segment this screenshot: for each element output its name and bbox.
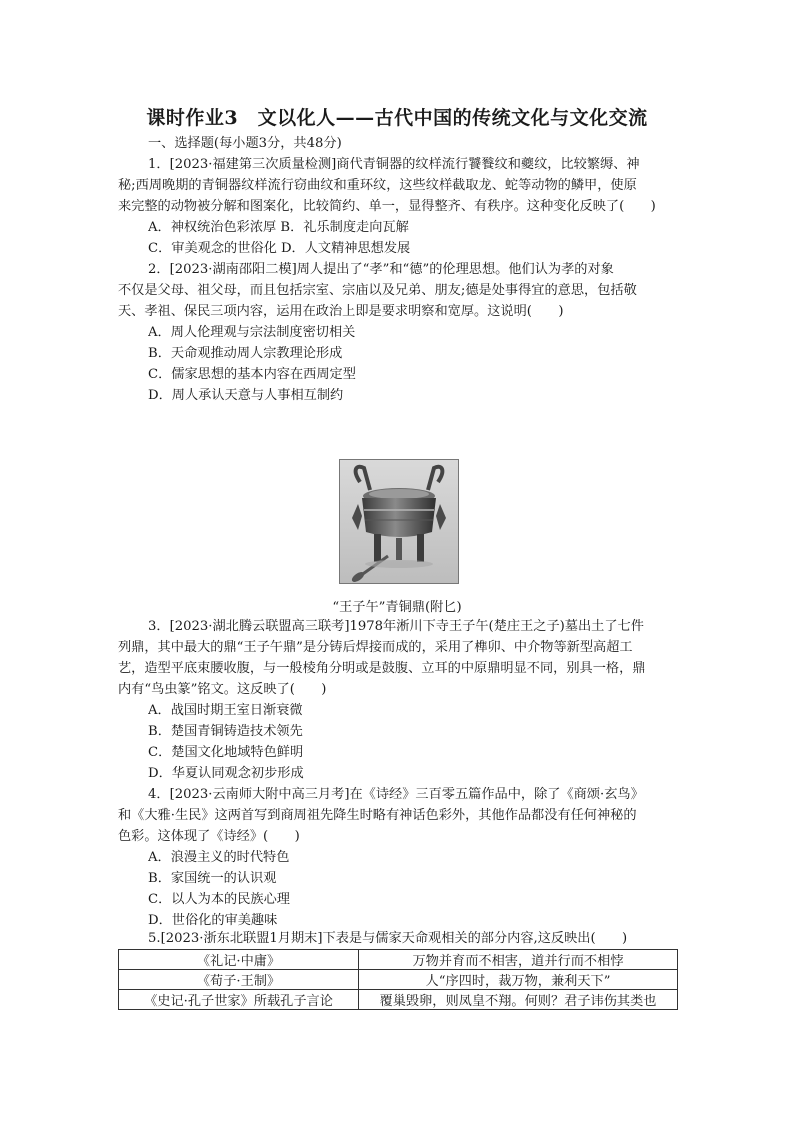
q4-line-1: 4．[2023·云南师大附中高三月考]在《诗经》三百零五篇作品中，除了《商颂·玄鸟》 <box>148 787 644 802</box>
q1-line-3: 来完整的动物被分解和图案化，比较简约、单一，显得整齐、有秩序。这种变化反映了( ) <box>118 199 656 214</box>
q4-option-b: B．家国统一的认识观 <box>148 871 277 886</box>
page-title: 课时作业3 文以化人——古代中国的传统文化与文化交流 <box>146 107 648 129</box>
table-cell: 《史记·孔子世家》所载孔子言论 <box>119 990 359 1010</box>
q4-option-a: A．浪漫主义的时代特色 <box>148 850 290 865</box>
q4-line-2: 和《大雅·生民》这两首写到商周祖先降生时略有神话色彩外，其他作品都没有任何神秘的 <box>118 808 637 823</box>
bronze-ding-icon <box>340 460 458 583</box>
q3-option-c: C．楚国文化地域特色鲜明 <box>148 745 304 760</box>
table-cell: 《礼记·中庸》 <box>119 950 359 970</box>
table-cell: 覆巢毁卵，则凤皇不翔。何则？君子讳伤其类也 <box>359 990 678 1010</box>
table-row <box>119 950 678 970</box>
bronze-ding-photo <box>339 459 459 584</box>
table-cell: 万物并育而不相害，道并行而不相悖 <box>359 950 678 970</box>
q2-line-3: 天、孝祖、保民三项内容，运用在政治上即是要求明察和宽厚。这说明( ) <box>118 304 564 319</box>
table-cell: 《荀子·王制》 <box>119 970 359 990</box>
q2-option-d: D．周人承认天意与人事相互制约 <box>148 388 344 403</box>
q4-line-3: 色彩。这体现了《诗经》( ) <box>118 829 300 844</box>
q1-option-ab: A．神权统治色彩浓厚 B．礼乐制度走向瓦解 <box>148 220 409 235</box>
q2-option-a: A．周人伦理观与宗法制度密切相关 <box>148 325 356 340</box>
q2-option-c: C．儒家思想的基本内容在西周定型 <box>148 367 356 382</box>
q3-option-b: B．楚国青铜铸造技术领先 <box>148 724 303 739</box>
q5-line-1: 5.[2023·浙东北联盟1月期末]下表是与儒家天命观相关的部分内容,这反映出( ) <box>148 931 628 946</box>
q3-option-a: A．战国时期王室日渐衰微 <box>148 703 303 718</box>
q3-line-1: 3．[2023·湖北腾云联盟高三联考]1978年淅川下寺王子午(楚庄王之子)墓出土了七件 <box>148 619 644 634</box>
q2-option-b: B．天命观推动周人宗教理论形成 <box>148 346 343 361</box>
q2-line-2: 不仅是父母、祖父母，而且包括宗室、宗庙以及兄弟、朋友;德是处事得宜的意思，包括敬 <box>118 283 637 298</box>
q3-line-2: 列鼎，其中最大的鼎“王子午鼎”是分铸后焊接而成的，采用了榫卯、中介物等新型高超工 <box>118 640 633 655</box>
table-cell: 人“序四时，裁万物，兼利天下” <box>359 970 678 990</box>
q3-line-4: 内有“鸟虫篆”铭文。这反映了( ) <box>118 682 327 697</box>
q2-line-1: 2．[2023·湖南邵阳二模]周人提出了“孝”和“德”的伦理思想。他们认为孝的对象 <box>148 262 614 277</box>
q1-option-cd: C．审美观念的世俗化 D．人文精神思想发展 <box>148 241 411 256</box>
table-row <box>119 990 678 1010</box>
table-row <box>119 970 678 990</box>
q3-line-3: 艺，造型平底束腰收腹，与一般棱角分明或是鼓腹、立耳的中原鼎明显不同，别具一格，鼎 <box>118 661 646 676</box>
section-heading: 一、选择题(每小题3分，共48分) <box>148 136 342 151</box>
q4-option-c: C．以人为本的民族心理 <box>148 892 290 907</box>
q4-option-d: D．世俗化的审美趣味 <box>148 913 278 928</box>
figure-caption: “王子午”青铜鼎(附匕) <box>332 600 462 615</box>
q1-line-2: 秘;西周晚期的青铜器纹样流行窃曲纹和重环纹，这些纹样截取龙、蛇等动物的鳞甲，使原 <box>118 178 637 193</box>
q5-table <box>118 949 678 1010</box>
q3-option-d: D．华夏认同观念初步形成 <box>148 766 304 781</box>
q1-line-1: 1．[2023·福建第三次质量检测]商代青铜器的纹样流行饕餮纹和夔纹，比较繁缛、神 <box>148 157 640 172</box>
